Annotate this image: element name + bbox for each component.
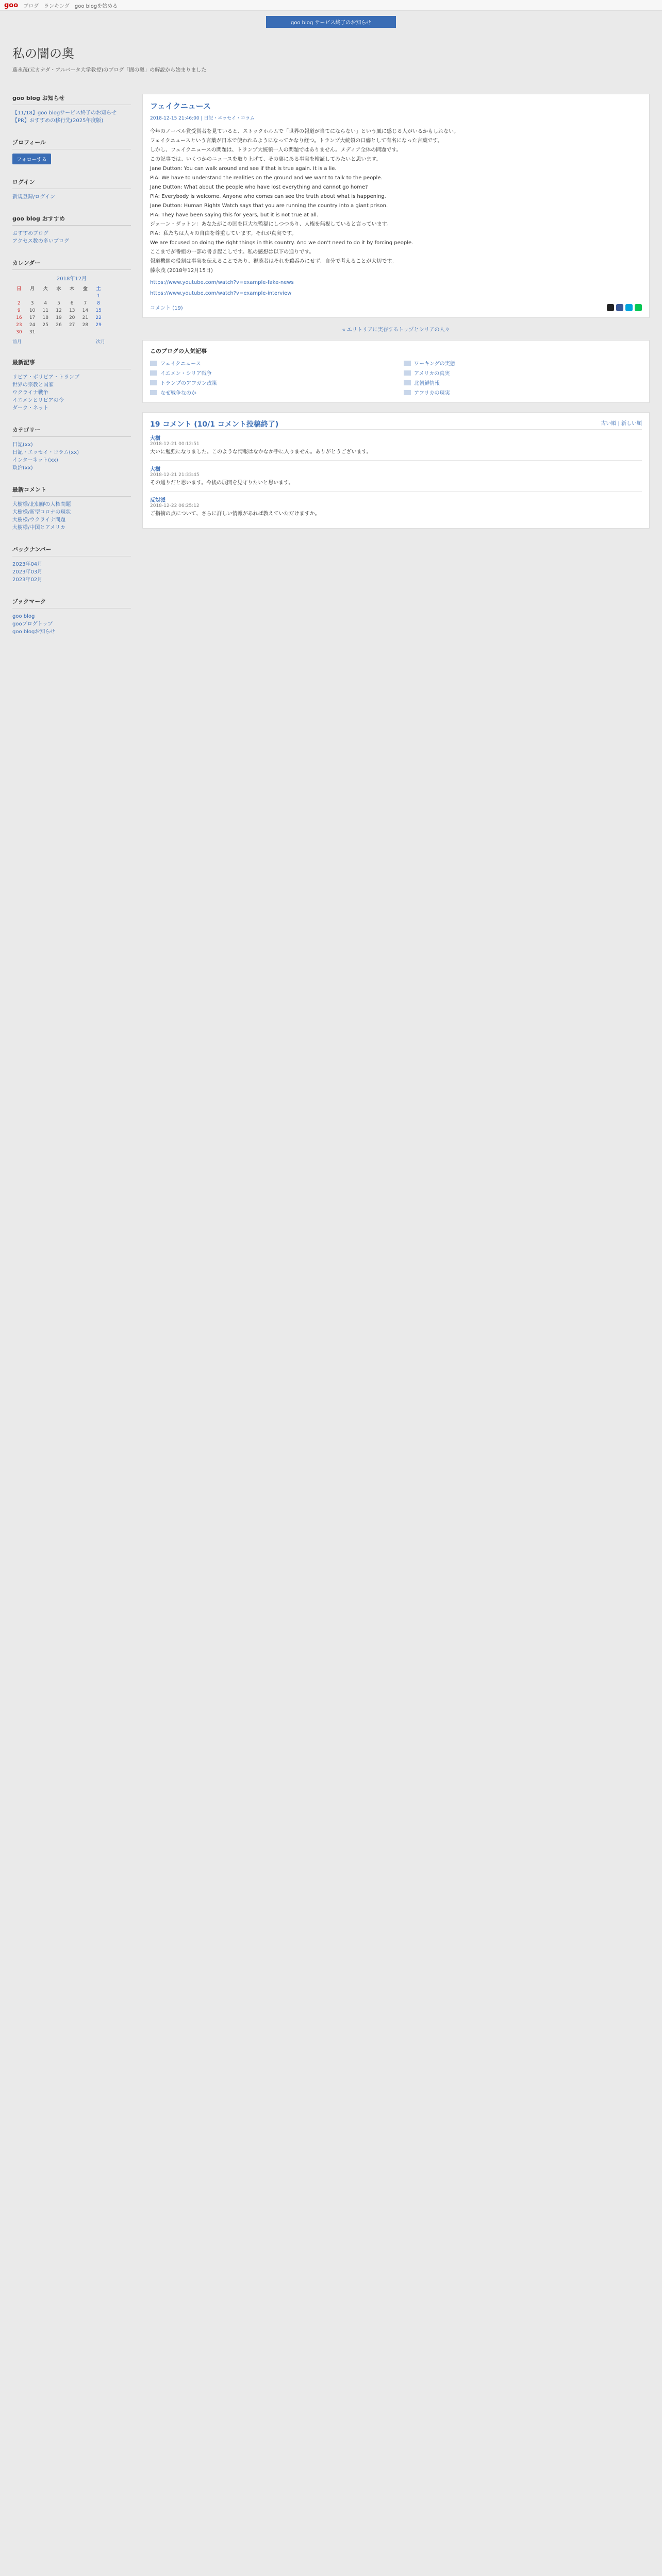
calendar-day[interactable] (39, 293, 52, 300)
category-item[interactable]: 政治(xx) (12, 465, 33, 471)
article-paragraph: Jane Dutton: What about the people who have lost everything and cannot go home? (150, 184, 368, 190)
recent-heading: 最新記事 (12, 358, 131, 369)
bookmark-item[interactable]: goo blog (12, 614, 35, 619)
article-paragraph: PIA: They have been saying this for years, but it is not true at all. (150, 212, 319, 218)
article-link[interactable]: https://www.youtube.com/watch?v=example-interview (150, 291, 292, 296)
comment (150, 491, 642, 522)
comment-date: 2018-12-21 21:33:45 (150, 472, 200, 478)
comment-item[interactable]: 大樹様/ウクライナ問題 (12, 517, 66, 523)
calendar-weekday: 水 (56, 286, 61, 292)
topbar-link-start[interactable]: goo blogを始める (74, 3, 118, 9)
article-paragraph: PIA: Everybody is welcome. Anyone who comes can see the truth about what is happening. (150, 194, 386, 199)
popular-item-label: ワーキングの実態 (414, 361, 455, 367)
calendar-day[interactable] (12, 293, 26, 300)
calendar-day[interactable]: 14 (82, 308, 89, 313)
login-heading: ログイン (12, 178, 131, 189)
popular-item[interactable] (150, 379, 388, 386)
popular-item-label: アフリカの現実 (414, 391, 450, 396)
popular-item-label: アメリカの真実 (414, 371, 450, 377)
calendar-weekday: 金 (82, 286, 88, 292)
comment-item[interactable]: 大樹様/中国とアメリカ (12, 525, 65, 531)
calendar-month: 2018年12月 (56, 276, 87, 282)
recommend-link[interactable]: おすすめブログ (12, 231, 49, 236)
popular-item[interactable] (150, 369, 388, 377)
calendar-day[interactable] (65, 293, 79, 300)
comment-author[interactable]: 反対派 (150, 498, 166, 503)
calendar-day[interactable]: 11 (42, 308, 48, 313)
comment-text: ご指摘の点について、さらに詳しい情報があれば教えていただけますか。 (150, 511, 320, 517)
category-item[interactable]: インターネット(xx) (12, 457, 58, 463)
notice-item[interactable]: 【11/18】goo blogサービス終了のお知らせ (12, 110, 117, 116)
recent-item[interactable]: 世界の宗教と国家 (12, 382, 54, 388)
popular-item-label: なぜ戦争なのか (160, 391, 196, 396)
recent-item[interactable]: イエメンとリビアの今 (12, 398, 64, 403)
calendar-day[interactable]: 7 (84, 301, 87, 306)
bookmark-item[interactable]: goo blogお知らせ (12, 629, 56, 635)
calendar-day[interactable]: 8 (97, 301, 100, 306)
calendar-day[interactable]: 25 (42, 323, 48, 328)
goo-logo[interactable]: goo (4, 1, 19, 9)
backnumber-item[interactable]: 2023年03月 (12, 569, 43, 575)
calendar-weekday: 火 (43, 286, 48, 292)
thumbnail-icon (150, 361, 157, 366)
calendar-day[interactable] (39, 329, 52, 336)
calendar-weekday: 土 (96, 286, 101, 292)
calendar-next[interactable]: 次月 (95, 340, 105, 345)
calendar (12, 284, 105, 336)
category-item[interactable]: 日記(xx) (12, 442, 33, 448)
comment-text: 大いに勉強になりました。このような情報はなかなか手に入りません。ありがとうございます。 (150, 449, 372, 455)
calendar-day[interactable]: 23 (16, 323, 22, 328)
calendar-weekday: 日 (16, 286, 22, 292)
recent-item[interactable]: ウクライナ戦争 (12, 390, 48, 396)
article-paragraph: 今年のノーベル賞受賞者を見ていると、ストックホルムで「世界の報道が当てにならない」という風に感じる人がいるかもしれない。 (150, 129, 459, 134)
comment-item[interactable]: 大樹様/新型コロナの現状 (12, 510, 71, 515)
follow-button[interactable]: フォローする (12, 154, 51, 164)
calendar-day[interactable]: 28 (82, 323, 89, 328)
topbar-link-blog[interactable]: ブログ (23, 3, 39, 9)
article (142, 94, 650, 318)
thumbnail-icon (404, 361, 411, 366)
calendar-day[interactable]: 31 (29, 330, 36, 335)
comment-date: 2018-12-21 00:12:51 (150, 442, 200, 447)
recent-item[interactable]: ダーク・ネット (12, 405, 48, 411)
bookmark-heading: ブックマーク (12, 597, 131, 608)
notice-item[interactable]: 【PR】おすすめの移行先(2025年度版) (12, 118, 104, 124)
popular-item-label: フェイクニュース (160, 361, 201, 367)
backnumber-item[interactable]: 2023年04月 (12, 562, 43, 567)
site-title[interactable]: 私の闇の奥 (12, 46, 74, 61)
calendar-day[interactable]: 30 (16, 330, 22, 335)
category-heading: カテゴリー (12, 426, 131, 437)
hatena-share-icon[interactable] (625, 304, 633, 311)
article-paragraph: 藤永茂 (2018年12月15日) (150, 268, 213, 274)
profile-heading: プロフィール (12, 138, 131, 149)
login-link[interactable]: 新規登録/ログイン (12, 194, 55, 200)
thumbnail-icon (150, 380, 157, 385)
sort-new-button[interactable]: 新しい順 (621, 421, 642, 427)
article-paragraph: We are focused on doing the right things in this country. And we don't need to do it by forcing people. (150, 240, 413, 246)
calendar-day[interactable]: 9 (17, 308, 21, 313)
popular-item[interactable] (404, 379, 642, 386)
site-header (12, 43, 650, 73)
backnumber-heading: バックナンバー (12, 545, 131, 556)
article-paragraph: フェイクニュースという言葉が日本で使われるようになってかなり経つ。トランプ大統領の口癖として有名になった言葉です。 (150, 138, 443, 144)
calendar-day[interactable] (26, 293, 39, 300)
popular-item[interactable] (404, 359, 642, 367)
calendar-day[interactable]: 21 (82, 315, 89, 320)
popular-item-label: トランプのアフガン政策 (160, 381, 217, 386)
service-end-notice[interactable]: goo blog サービス終了のお知らせ (266, 16, 396, 28)
calendar-day[interactable]: 17 (29, 315, 36, 320)
category-item[interactable]: 日記・エッセイ・コラム(xx) (12, 450, 79, 455)
recommend-link[interactable]: アクセス数の多いブログ (12, 239, 69, 244)
comment-author[interactable]: 大樹 (150, 436, 160, 442)
comment-count[interactable]: コメント (19) (150, 306, 183, 311)
calendar-day[interactable]: 6 (70, 301, 74, 306)
article-paragraph: この記事では、いくつかのニュースを取り上げて、その裏にある事実を検証してみたいと思います。 (150, 157, 382, 162)
popular-item[interactable] (404, 369, 642, 377)
sidebar (12, 94, 131, 649)
page-layout (12, 94, 650, 649)
article-paragraph: PIA: We have to understand the realities on the ground and we want to talk to the people. (150, 175, 383, 181)
thumbnail-icon (404, 390, 411, 395)
calendar-day[interactable]: 29 (95, 323, 102, 328)
calendar-day[interactable]: 20 (69, 315, 75, 320)
recommend-heading: goo blog おすすめ (12, 214, 131, 226)
thumbnail-icon (150, 390, 157, 395)
article-paragraph: ここまでが番組の一部の書き起こしです。私の感想は以下の通りです。 (150, 249, 315, 255)
calendar-day[interactable]: 1 (97, 294, 100, 299)
popular-item[interactable] (404, 388, 642, 396)
calendar-day[interactable] (52, 293, 65, 300)
comment-author[interactable]: 大樹 (150, 467, 160, 472)
article-paragraph: しかし、フェイクニュースの問題は、トランプ大統領一人の問題ではありません。メディア全体の問題です。 (150, 147, 402, 153)
sort-old-button[interactable]: 古い順 (601, 421, 617, 427)
popular-item[interactable] (150, 359, 388, 367)
comment (150, 460, 642, 491)
calendar-day[interactable]: 19 (56, 315, 62, 320)
calendar-weekday: 月 (30, 286, 35, 292)
calendar-day[interactable]: 22 (95, 315, 102, 320)
calendar-day[interactable]: 27 (69, 323, 75, 328)
article-body (150, 128, 642, 275)
article-link[interactable]: https://www.youtube.com/watch?v=example-fake-news (150, 280, 294, 285)
calendar-heading: カレンダー (12, 259, 131, 270)
article-paragraph: Jane Dutton: Human Rights Watch says that you are running the country into a giant prison. (150, 203, 388, 209)
article-paragraph: PIA：私たちは人々の自由を尊重しています。それが真実です。 (150, 231, 297, 236)
comment-date: 2018-12-22 06:25:12 (150, 503, 200, 509)
backnumber-item[interactable]: 2023年02月 (12, 577, 43, 583)
calendar-day[interactable]: 12 (56, 308, 62, 313)
comment-heading: 最新コメント (12, 485, 131, 497)
bookmark-item[interactable]: gooブログトップ (12, 621, 53, 627)
comments-heading: 19 コメント (10/1 コメント投稿終了) (150, 420, 279, 429)
recent-item[interactable]: リビア・ボリビア・トランプ (12, 375, 79, 380)
calendar-day[interactable]: 10 (29, 308, 36, 313)
line-share-icon[interactable] (635, 304, 642, 311)
calendar-day[interactable] (65, 329, 79, 336)
article-paragraph: 報道機関の役割は事実を伝えることであり、視聴者はそれを鵜呑みにせず、自分で考えることが大切です。 (150, 259, 397, 264)
calendar-day[interactable]: 3 (30, 301, 34, 306)
calendar-weekday: 木 (70, 286, 75, 292)
calendar-day[interactable]: 13 (69, 308, 75, 313)
calendar-day[interactable] (92, 329, 105, 336)
share-buttons (607, 304, 642, 311)
topbar-link-ranking[interactable]: ランキング (44, 3, 70, 9)
calendar-day[interactable]: 4 (44, 301, 47, 306)
facebook-share-icon[interactable] (616, 304, 623, 311)
comment-text: その通りだと思います。今後の展開を見守りたいと思います。 (150, 480, 294, 486)
main-content (142, 94, 650, 649)
calendar-day[interactable]: 26 (56, 323, 62, 328)
thumbnail-icon (150, 370, 157, 376)
pager[interactable]: « エリトリアに実存するトップとシリアの人々 (342, 327, 450, 333)
article-paragraph: Jane Dutton: You can walk around and see if that is true again. It is a lie. (150, 166, 337, 172)
site-description: 藤永茂(元カナダ・アルバータ大学教授)のブログ「闇の奥」の解説から始まりました (12, 67, 207, 73)
thumbnail-icon (404, 380, 411, 385)
calendar-day[interactable] (79, 329, 92, 336)
x-share-icon[interactable] (607, 304, 614, 311)
calendar-day[interactable]: 16 (16, 315, 22, 320)
article-title[interactable]: フェイクニュース (150, 101, 211, 111)
calendar-day[interactable] (79, 293, 92, 300)
popular-articles (142, 340, 650, 403)
popular-item-label: 北朝鮮情報 (414, 381, 440, 386)
calendar-prev[interactable]: 前月 (12, 340, 22, 345)
calendar-day[interactable] (52, 329, 65, 336)
comment (150, 429, 642, 460)
popular-item-label: イエメン・シリア戦争 (160, 371, 212, 377)
article-meta: 2018-12-15 21:46:00 | 日記・エッセイ・コラム (150, 116, 255, 121)
top-bar (0, 0, 662, 11)
calendar-day[interactable]: 15 (95, 308, 102, 313)
popular-item[interactable] (150, 388, 388, 396)
comments-section: 19 コメント (10/1 コメント投稿終了) 古い順 | 新しい順 大樹 2018-12-21 00:12:51 大いに勉強になりました。このような情報はなかなか手に入りません。ありがとうございます。 大樹 2018-12-21 21:33:45 その通りだと思います。今後の展開を見守りたいと思います。 反対派 2018-12-22 06:25:12 ご指摘の点について、さらに詳しい情報があれば教えていただけますか。 (142, 412, 650, 529)
comment-item[interactable]: 大樹様/北朝鮮の人権問題 (12, 502, 71, 507)
calendar-day[interactable]: 24 (29, 323, 36, 328)
calendar-day[interactable]: 18 (42, 315, 48, 320)
popular-heading: このブログの人気記事 (150, 348, 207, 354)
notice-heading: goo blog お知らせ (12, 94, 131, 105)
article-paragraph: ジェーン・ダットン：あなたがこの国を巨大な監獄にしつつあり、人権を無視していると言っています。 (150, 222, 392, 227)
calendar-day[interactable]: 5 (57, 301, 60, 306)
calendar-day[interactable]: 2 (17, 301, 21, 306)
thumbnail-icon (404, 370, 411, 376)
